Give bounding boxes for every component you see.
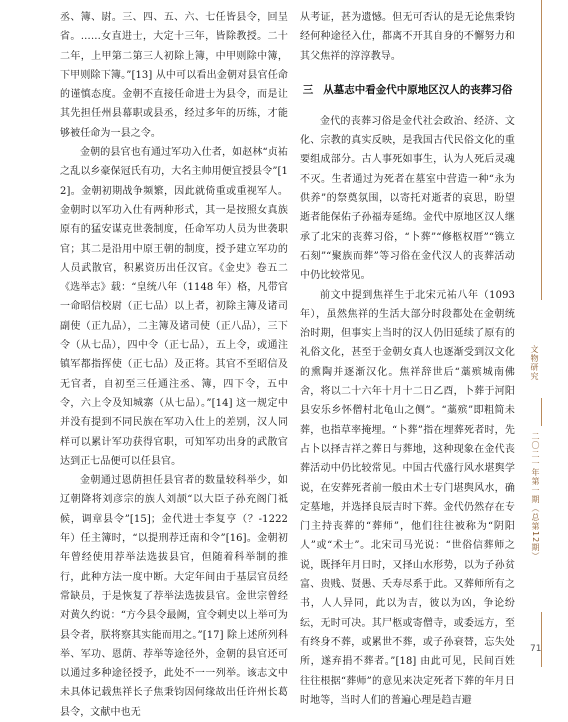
side-band: [528, 0, 568, 667]
paragraph: 丞、簿、尉。三、四、五、六、七任皆县令，回呈省。……女直进士，大定十三年，皆除教授。二十二年，上甲第二第三人初除上簿，中甲则除中簿，下甲则除下簿。”[13] 从中可以看出金朝对县官任命的谨慎态度。金朝不直接任命进士为县令，而是让其先担任州县幕职或县丞，经过多年的历练，才能够被任命为一县之令。: [60, 12, 288, 139]
paragraph: 金代的丧葬习俗是金代社会政治、经济、文化、宗教的真实反映，是我国古代民俗文化的重要组成部分。古人事死如事生，认为人死后灵魂不灭。生者通过为死者在墓室中营造一种“永为供养”的祭奠氛围，以寄托对逝者的哀思，盼望逝者能保佑子孙福寿延绵。金代中原地区汉人继承了北宋的丧葬习俗，“卜葬”“修柩权厝”“镌立石刻”“聚族而葬”等习俗在金代汉人的丧葬活动中仍比较常见。: [300, 115, 515, 282]
paragraph: 金朝通过恩荫担任县官者的数量较科举少，如辽朝降将刘彦宗的族人刘颉“以大臣子孙充阁门祗候，调章县令”[15]；金代进士李复亨（？-1222年）任主簿时，“以提刑荐迁南和令”[16]。金朝初年曾经使用荐举法选拔县官，但随着科举制的推行，此种方法一度中断。大定年间由于基层官员经常缺员，于是恢复了荐举法选拔县官。金世宗曾经对黄久约说：“方今县令最阙，宜令剌史以上举可为县令者，朕将察其实能而用之。”[17] 除上述所列科举、军功、恩荫、荐举等途径外，金朝的县官还可以通过多种途径授予，此处不一一列举。该志文中未具体记载焦祥长子焦秉钧因何缘故出任许州长葛县令，文献中也无: [60, 475, 288, 718]
divider: [541, 398, 542, 426]
section-title: 从墓志中看金代中原地区汉人的丧葬习俗: [323, 83, 513, 96]
section-heading: [300, 80, 515, 100]
right-column: [300, 8, 515, 710]
divider: [541, 0, 542, 300]
left-column: [60, 8, 288, 722]
paragraph: 前文中提到焦祥生于北宋元祐八年（1093年），虽然焦祥的生活大部分时段都处在金朝统治时期，但事实上当时的汉人仍旧延续了原有的礼俗文化，甚至于金朝女真人也逐渐受到汉文化的熏陶并逐渐汉化。焦祥辞世后“藁殡城南佛舍，将以二十六年十月十二日乙酉，卜葬于河阳县安乐乡怀僧村北龟山之侧”。“藁殡”即粗简未葬，也指草率掩埋。“卜葬”指在埋葬死者时，先占卜以择吉祥之葬日与葬地，这种现象在金代丧葬活动中仍比较常见。中国古代盛行风水堪舆学说，在安葬死者前一般由术士专门堪舆风水，确定墓地，并选择良辰吉时下葬。金代仍然存在专门主持丧葬的“葬师”，他们往往被称为“阴阳人”或“术士”。北宋司马光说：“世俗信葬师之说，既择年月日时，又择山水形势，以为子孙贫富、贵贱、贤愚、夭寿尽系于此。又葬师所有之书，人人异同，此以为吉，彼以为凶，争论纷纭，无时可决。其尸柩或寄僧寺，或委远方，至有终身不葬，或累世不葬，或子孙衰替，忘失处所，遂弃捐不葬者。”[18] 由此可见，民间百姓往往根据“葬师”的意见来决定死者下葬的年月日时地等，当时人们的普遍心理是趋吉避: [300, 289, 515, 706]
section-number: 三: [302, 83, 314, 96]
issue-info: 二〇二一年第一期（总第12期）: [531, 432, 540, 562]
paragraph: 金朝的县官也有通过军功入仕者，如赵林“贞祐之乱以乡豪保冠氏有功，大名主帅用便宜授县令”[12]。金朝初期战争频繁，因此就倚重或重视军人。金朝时以军功入仕有两种形式，其一是按照女真族原有的猛安谋克世袭制度，任命军功人员为世袭职官；其二是沿用中原王朝的制度，授予建立军功的人员武散官，积累资历出任汉官。《金史》卷五二《选举志》载：“皇统八年（1148 年）格，凡带官一命昭信校尉（正七品）以上者，初除主簿及诸司副使（正九品），二主簿及诸司使（正八品），三下令（从七品），四中令（正七品），五上令，或通注镇军都指挥使（正七品）及正将。其官不至昭信及无官者，自初至三任通注丞、簿，四下令，五中令，六上令及知城寨（从七品）。”[14] 这一规定中并没有提到不同民族在军功入仕上的差别，汉人同样可以累计军功获得官职，可知军功出身的武散官达到正七品便可以任县官。: [60, 147, 288, 467]
divider: [541, 612, 542, 667]
journal-name: 文物研究: [530, 345, 539, 381]
paragraph: 从考证，甚为遗憾。但无可否认的是无论焦秉钧经何种途径入仕，都离不开其自身的不懈努力和其父焦祥的淳淳教导。: [300, 12, 515, 62]
page-number: 71: [530, 644, 542, 654]
